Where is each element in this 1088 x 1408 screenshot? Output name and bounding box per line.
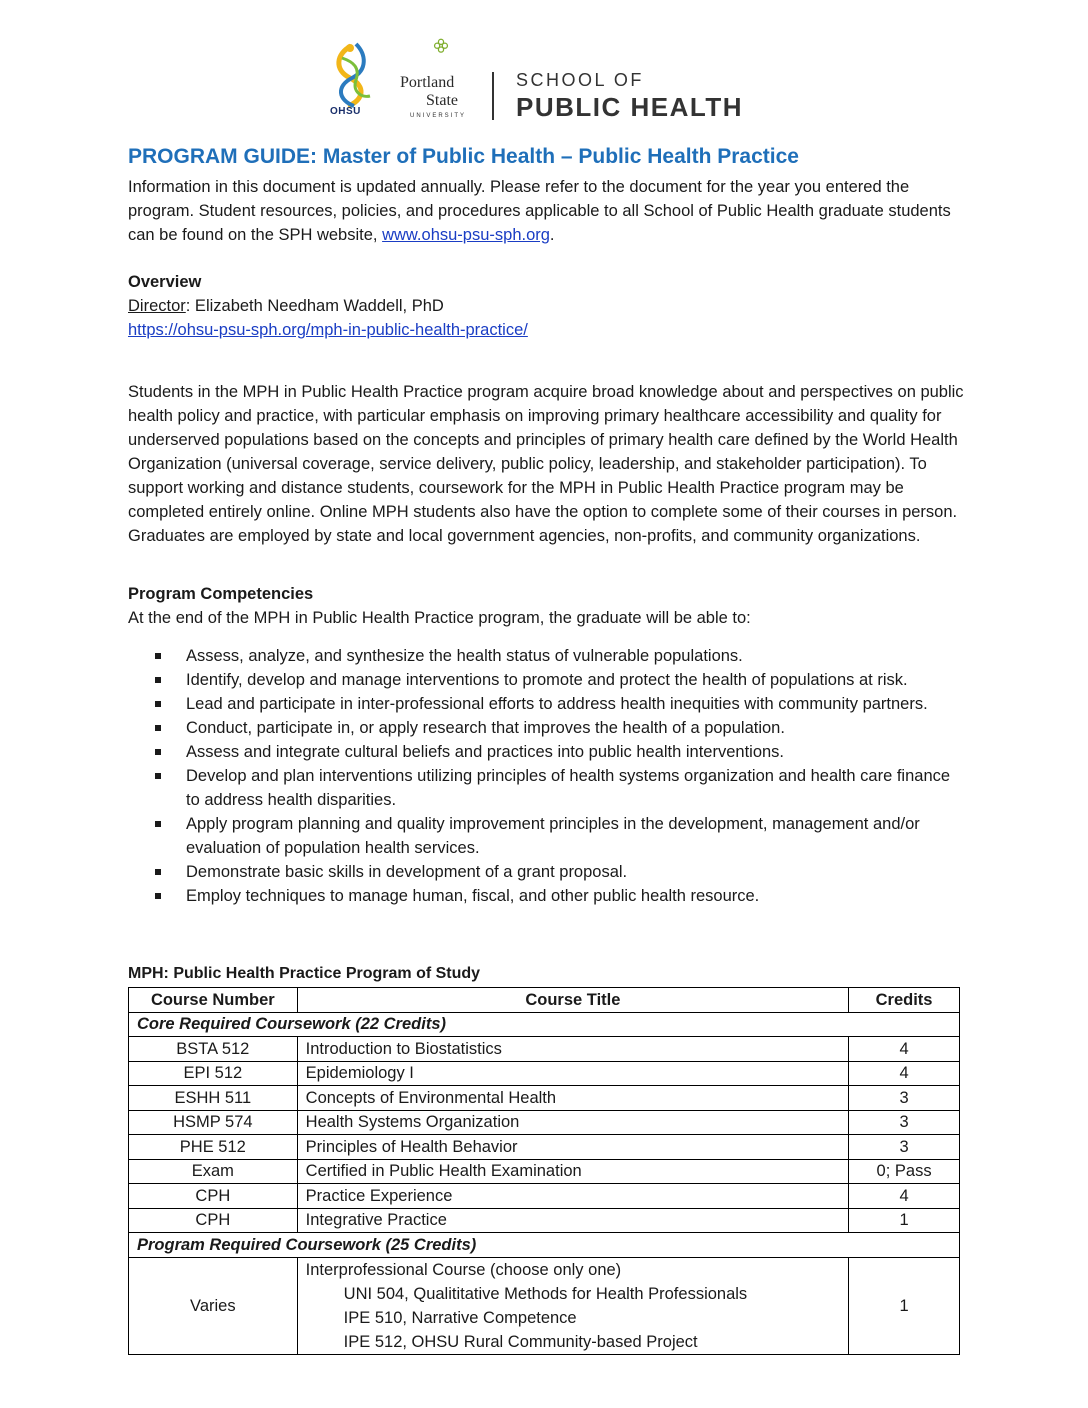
page-title: PROGRAM GUIDE: Master of Public Health – Public Health Practice	[128, 145, 799, 168]
table-row	[129, 1086, 960, 1111]
program-section-label: Program Required Coursework (25 Credits)	[129, 1233, 960, 1258]
course-number: BSTA 512	[129, 1037, 298, 1062]
course-credits: 3	[849, 1110, 960, 1135]
school-name-line2: PUBLIC HEALTH	[516, 92, 744, 122]
course-option: IPE 510, Narrative Competence	[343, 1308, 577, 1327]
course-option: UNI 504, Qualititative Methods for Health Professionals	[343, 1284, 748, 1303]
table-row	[129, 1208, 960, 1233]
header-course-title: Course Title	[297, 988, 848, 1013]
sph-website-link[interactable]: www.ohsu-psu-sph.org	[382, 226, 550, 244]
director-name: : Elizabeth Needham Waddell, PhD	[185, 297, 444, 315]
table-row	[129, 1110, 960, 1135]
table-row	[129, 1257, 960, 1354]
intro-text: Information in this document is updated annually. Please refer to the document for the year you entered the program. Student resources, policies, and procedures applicable to all School of Public Health graduate students can be found on the SPH website,	[128, 178, 951, 244]
table-row	[129, 1159, 960, 1184]
course-number: HSMP 574	[129, 1110, 298, 1135]
course-title: Practice Experience	[297, 1184, 848, 1209]
core-section-row	[129, 1012, 960, 1037]
director-label: Director	[128, 297, 186, 315]
course-credits: 1	[849, 1257, 960, 1354]
intro-end: .	[549, 226, 555, 244]
course-number: CPH	[129, 1184, 298, 1209]
course-title: Health Systems Organization	[297, 1110, 848, 1135]
course-title: Principles of Health Behavior	[297, 1135, 848, 1160]
list-item: Identify, develop and manage interventions to promote and protect the health of populations at risk.	[128, 668, 968, 692]
course-credits: 0; Pass	[849, 1159, 960, 1184]
course-number: CPH	[129, 1208, 298, 1233]
list-item: Assess and integrate cultural beliefs and practices into public health interventions.	[128, 740, 968, 764]
course-title-group	[297, 1257, 848, 1354]
list-item: Develop and plan interventions utilizing principles of health systems organization and health care finance to address health disparities.	[128, 764, 968, 812]
program-of-study-table	[128, 987, 960, 1355]
course-option: IPE 512, OHSU Rural Community-based Project	[343, 1332, 698, 1351]
logo-divider	[492, 72, 494, 120]
intro-paragraph	[128, 175, 968, 247]
course-title: Integrative Practice	[297, 1208, 848, 1233]
course-credits: 1	[849, 1208, 960, 1233]
course-title: Interprofessional Course (choose only one)	[305, 1260, 622, 1279]
course-credits: 3	[849, 1135, 960, 1160]
course-number: ESHH 511	[129, 1086, 298, 1111]
header-credits: Credits	[849, 988, 960, 1013]
list-item: Demonstrate basic skills in development of a grant proposal.	[128, 860, 968, 884]
list-item: Lead and participate in inter-professional efforts to address health inequities with community partners.	[128, 692, 968, 716]
course-title: Concepts of Environmental Health	[297, 1086, 848, 1111]
header-logos	[326, 38, 766, 122]
competencies-heading: Program Competencies	[128, 585, 314, 603]
course-credits: 3	[849, 1086, 960, 1111]
course-title: Introduction to Biostatistics	[297, 1037, 848, 1062]
course-number: Varies	[129, 1257, 298, 1354]
course-number: EPI 512	[129, 1061, 298, 1086]
director-line	[128, 294, 968, 318]
header-course-number: Course Number	[129, 988, 298, 1013]
course-title: Epidemiology I	[297, 1061, 848, 1086]
list-item: Apply program planning and quality improvement principles in the development, management and/or evaluation of population health services.	[128, 812, 968, 860]
core-section-label: Core Required Coursework (22 Credits)	[129, 1012, 960, 1037]
competencies-intro: At the end of the MPH in Public Health Practice program, the graduate will be able to:	[128, 609, 751, 627]
course-credits: 4	[849, 1037, 960, 1062]
psu-name-line2: State	[426, 92, 458, 109]
psu-logo-icon	[401, 38, 481, 74]
ohsu-label: OHSU	[330, 106, 361, 117]
course-number: PHE 512	[129, 1135, 298, 1160]
table-row	[129, 1061, 960, 1086]
program-description: Students in the MPH in Public Health Practice program acquire broad knowledge about and perspectives on public health policy and practice, with particular emphasis on improving primary healthcare accessibility and quality for underserved populations based on the concepts and principles of primary health care defined by the World Health Organization (universal coverage, service delivery, public policy, leadership, and stakeholder participation). To support working and distance students, coursework for the MPH in Public Health Practice program may be completed entirely online. Online MPH students also have the option to complete some of their courses in person. Graduates are employed by state and local government agencies, non-profits, and community organizations.	[128, 383, 964, 545]
table-row	[129, 1184, 960, 1209]
program-page-link[interactable]: https://ohsu-psu-sph.org/mph-in-public-health-practice/	[128, 321, 528, 339]
study-table-caption: MPH: Public Health Practice Program of Study	[128, 965, 481, 982]
course-title: Certified in Public Health Examination	[297, 1159, 848, 1184]
list-item: Employ techniques to manage human, fiscal, and other public health resource.	[128, 884, 968, 908]
psu-name-line1: Portland	[400, 74, 455, 91]
program-link-line	[128, 318, 968, 342]
psu-name-line3: UNIVERSITY	[410, 113, 467, 119]
course-credits: 4	[849, 1184, 960, 1209]
course-number: Exam	[129, 1159, 298, 1184]
competencies-list	[128, 644, 968, 908]
table-row	[129, 1037, 960, 1062]
table-header-row	[129, 988, 960, 1013]
table-row	[129, 1135, 960, 1160]
program-section-row	[129, 1233, 960, 1258]
list-item: Assess, analyze, and synthesize the health status of vulnerable populations.	[128, 644, 968, 668]
course-credits: 4	[849, 1061, 960, 1086]
list-item: Conduct, participate in, or apply research that improves the health of a population.	[128, 716, 968, 740]
overview-heading: Overview	[128, 273, 202, 291]
school-name-line1: SCHOOL OF	[516, 70, 644, 90]
